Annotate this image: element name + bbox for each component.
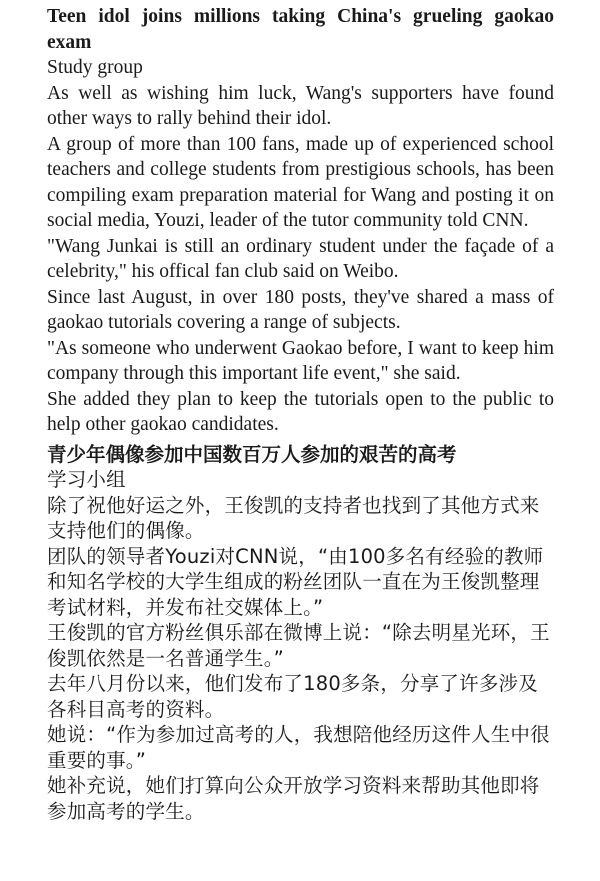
chinese-subheading: 学习小组 (47, 468, 126, 491)
chinese-paragraph-5: 她说：“作为参加过高考的人，我想陪他经历这件人生中很重要的事。” (47, 723, 550, 772)
english-paragraph-1: As well as wishing him luck, Wang's supporters have found other ways to rally behind their idol. (47, 82, 554, 129)
chinese-paragraph-1: 除了祝他好运之外，王俊凯的支持者也找到了其他方式来支持他们的偶像。 (47, 493, 540, 542)
chinese-paragraph-2: 团队的领导者Youzi对CNN说，“由100多名有经验的教师和知名学校的大学生组成的粉丝团队一直在为王俊凯整理考试材料，并发布社交媒体上。” (47, 544, 544, 619)
english-paragraph-4: Since last August, in over 180 posts, they've shared a mass of gaokao tutorials covering a range of subjects. (47, 286, 554, 333)
english-subheading: Study group (47, 57, 143, 78)
chinese-paragraph-3: 王俊凯的官方粉丝俱乐部在微博上说：“除去明星光环，王俊凯依然是一名普通学生。” (47, 621, 550, 670)
chinese-paragraph-6: 她补充说，她们打算向公众开放学习资料来帮助其他即将参加高考的学生。 (47, 774, 540, 823)
english-paragraph-6: She added they plan to keep the tutorials open to the public to help other gaokao candidates. (47, 388, 554, 435)
english-section (47, 4, 554, 438)
english-paragraph-2: A group of more than 100 fans, made up of experienced school teachers and college students from prestigious schools, has been compiling exam preparation material for Wang and posting it on social media, Youzi, leader of the tutor community told CNN. (47, 133, 554, 231)
chinese-headline: 青少年偶像参加中国数百万人参加的艰苦的高考 (47, 442, 457, 466)
english-paragraph-5: "As someone who underwent Gaokao before, I want to keep him company through this important life event," she said. (47, 337, 554, 384)
english-headline: Teen idol joins millions taking China's grueling gaokao exam (47, 6, 554, 53)
english-paragraph-3: "Wang Junkai is still an ordinary student under the façade of a celebrity," his offical fan club said on Weibo. (47, 235, 554, 282)
chinese-paragraph-4: 去年八月份以来，他们发布了180多条，分享了许多涉及各科目高考的资料。 (47, 672, 538, 721)
chinese-section (47, 442, 554, 825)
